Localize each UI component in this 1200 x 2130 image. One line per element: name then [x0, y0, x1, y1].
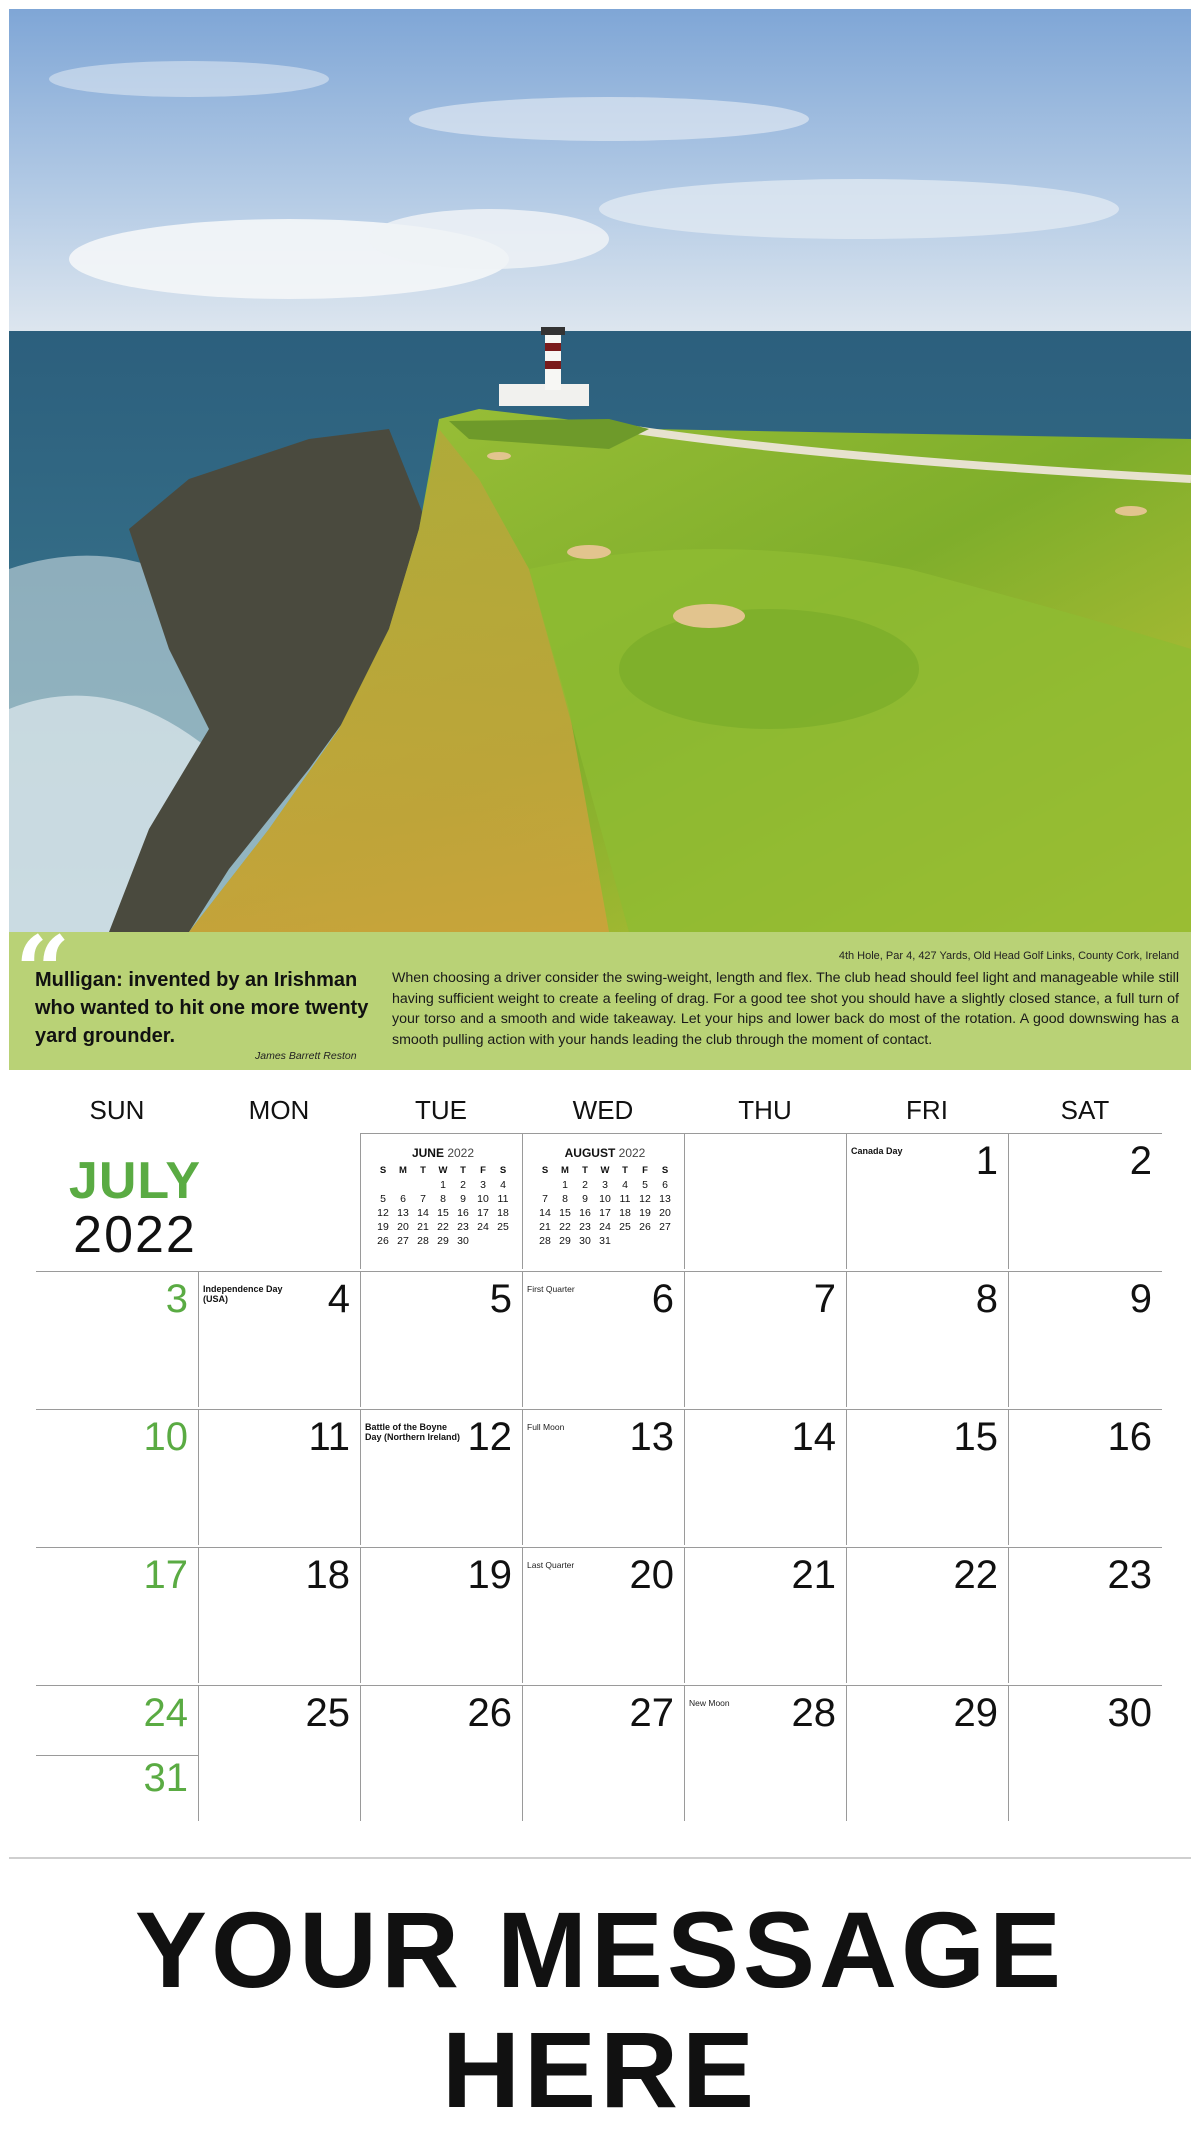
mini-day: 8	[440, 1193, 446, 1205]
day-number: 20	[629, 1553, 674, 1597]
mini-day	[635, 1234, 655, 1248]
mini-day: 30	[579, 1235, 591, 1247]
weekday-thu: THU	[738, 1095, 792, 1125]
day-cell	[36, 1755, 198, 1821]
mini-day	[373, 1178, 393, 1192]
mini-calendar-table	[535, 1164, 675, 1248]
mini-weekday-letter: M	[399, 1165, 407, 1176]
mini-day: 24	[477, 1221, 489, 1233]
mini-calendar-august	[525, 1146, 685, 1248]
mini-day: 18	[497, 1207, 509, 1219]
day-cell	[522, 1685, 684, 1821]
mini-day: 17	[477, 1207, 489, 1219]
mini-day: 15	[437, 1207, 449, 1219]
day-cell	[36, 1547, 198, 1683]
empty-day-cell	[684, 1133, 846, 1269]
mini-day: 28	[539, 1235, 551, 1247]
day-number: 7	[813, 1277, 836, 1321]
mini-weekday-letter: S	[541, 1165, 549, 1176]
mini-day: 28	[417, 1235, 429, 1247]
mini-weekday-letter: T	[622, 1165, 628, 1176]
mini-calendar-month: JUNE	[411, 1146, 444, 1160]
mini-weekday-letter: T	[582, 1165, 588, 1176]
mini-day: 4	[500, 1179, 506, 1191]
custom-message: YOUR MESSAGE HERE	[134, 1889, 1066, 2130]
day-number: 2	[1129, 1139, 1152, 1183]
photo-caption: 4th Hole, Par 4, 427 Yards, Old Head Golf Links, County Cork, Ireland	[838, 950, 1179, 962]
day-number: 17	[143, 1553, 188, 1597]
mini-weekday-letter: F	[480, 1165, 486, 1176]
mini-day: 1	[562, 1179, 568, 1191]
mini-day: 5	[380, 1193, 386, 1205]
mini-day: 11	[497, 1193, 509, 1205]
day-number: 3	[165, 1277, 188, 1321]
mini-day: 16	[579, 1207, 591, 1219]
mini-day: 29	[559, 1235, 571, 1247]
mini-day	[473, 1234, 493, 1248]
mini-day	[393, 1178, 413, 1192]
mini-day: 8	[562, 1193, 568, 1205]
day-cell	[360, 1409, 522, 1545]
mini-day: 2	[460, 1179, 466, 1191]
mini-day: 31	[599, 1235, 611, 1247]
mini-weekday-letter: S	[661, 1165, 669, 1176]
day-number: 5	[489, 1277, 512, 1321]
day-number: 29	[953, 1691, 998, 1735]
day-number: 1	[975, 1139, 998, 1183]
day-cell	[846, 1547, 1008, 1683]
mini-day: 26	[377, 1235, 389, 1247]
day-number: 15	[953, 1415, 998, 1459]
day-cell	[522, 1409, 684, 1545]
day-cell	[1008, 1685, 1162, 1821]
mini-day: 19	[377, 1221, 389, 1233]
mini-weekday-letter: T	[460, 1165, 466, 1176]
mini-day: 3	[602, 1179, 608, 1191]
month-name: JULY	[68, 1152, 202, 1210]
mini-day: 7	[542, 1193, 548, 1205]
mini-calendar-year: 2022	[447, 1146, 475, 1160]
day-number: 18	[305, 1553, 350, 1597]
day-number: 28	[791, 1691, 836, 1735]
day-cell	[846, 1685, 1008, 1821]
weekday-tue: TUE	[415, 1095, 467, 1125]
day-number: 27	[629, 1691, 674, 1735]
day-cell	[1008, 1409, 1162, 1545]
day-number: 4	[327, 1277, 350, 1321]
day-cell	[198, 1409, 360, 1545]
calendar-grid	[36, 1133, 1162, 1821]
mini-weekday-letter: W	[600, 1165, 610, 1176]
mini-weekday-letter: S	[499, 1165, 507, 1176]
day-cell	[846, 1133, 1008, 1269]
mini-day: 27	[659, 1221, 671, 1233]
quote-author: James Barrett Reston	[255, 1050, 357, 1062]
day-cell	[198, 1547, 360, 1683]
day-cell	[522, 1271, 684, 1407]
mini-weekday-letter: T	[420, 1165, 426, 1176]
mini-weekday-letter: M	[561, 1165, 569, 1176]
moon-phase-label: Last Quarter	[527, 1560, 575, 1570]
month-title	[36, 1133, 202, 1269]
day-number: 31	[143, 1756, 188, 1800]
moon-phase-label: Full Moon	[527, 1422, 565, 1432]
day-number: 12	[467, 1415, 512, 1459]
mini-day: 14	[417, 1207, 429, 1219]
mini-calendar-table	[373, 1164, 513, 1248]
day-cell	[360, 1271, 522, 1407]
mini-weekday-letter: S	[379, 1165, 387, 1176]
mini-day: 4	[622, 1179, 628, 1191]
day-number: 25	[305, 1691, 350, 1735]
day-cell	[846, 1409, 1008, 1545]
mini-day: 21	[539, 1221, 551, 1233]
mini-day: 23	[457, 1221, 469, 1233]
day-cell	[522, 1547, 684, 1683]
mini-day: 10	[599, 1193, 611, 1205]
day-number: 13	[629, 1415, 674, 1459]
mini-day: 18	[619, 1207, 631, 1219]
mini-day: 5	[642, 1179, 648, 1191]
weekday-fri: FRI	[906, 1095, 948, 1125]
day-number: 30	[1107, 1691, 1152, 1735]
mini-day: 27	[397, 1235, 409, 1247]
day-number: 11	[308, 1415, 350, 1459]
mini-day: 3	[480, 1179, 486, 1191]
mini-day	[535, 1178, 555, 1192]
holiday-label: Independence Day (USA)	[203, 1284, 283, 1304]
mini-day: 6	[662, 1179, 668, 1191]
mini-day: 10	[477, 1193, 489, 1205]
mini-calendar-month: AUGUST	[564, 1146, 616, 1160]
mini-day: 16	[457, 1207, 469, 1219]
day-number: 19	[467, 1553, 512, 1597]
day-cell	[684, 1409, 846, 1545]
mini-day: 12	[377, 1207, 389, 1219]
mini-day: 25	[619, 1221, 631, 1233]
weekday-sat: SAT	[1060, 1095, 1110, 1125]
mini-day: 7	[420, 1193, 426, 1205]
mini-weekday-letter: W	[438, 1165, 448, 1176]
mini-day	[413, 1178, 433, 1192]
mini-day: 19	[639, 1207, 651, 1219]
weekday-mon: MON	[248, 1095, 310, 1125]
mini-day: 14	[539, 1207, 551, 1219]
day-number: 9	[1129, 1277, 1152, 1321]
day-cell	[198, 1685, 360, 1821]
day-number: 6	[651, 1277, 674, 1321]
mini-calendar-june	[363, 1146, 523, 1248]
holiday-label: Battle of the Boyne Day (Northern Ireland)	[365, 1422, 461, 1442]
day-cell	[1008, 1547, 1162, 1683]
day-cell	[36, 1409, 198, 1545]
day-cell	[360, 1685, 522, 1821]
mini-day: 22	[559, 1221, 571, 1233]
weekday-sun: SUN	[89, 1095, 145, 1125]
mini-day: 13	[397, 1207, 409, 1219]
mini-day	[493, 1234, 513, 1248]
weekday-header	[36, 1087, 1162, 1133]
holiday-label: Canada Day	[851, 1146, 903, 1156]
mini-day: 2	[582, 1179, 588, 1191]
day-number: 21	[791, 1553, 836, 1597]
mini-weekday-letter: F	[642, 1165, 648, 1176]
mini-day: 20	[659, 1207, 671, 1219]
quote-band	[9, 915, 1191, 1070]
day-cell	[684, 1547, 846, 1683]
mini-day: 1	[440, 1179, 446, 1191]
day-cell	[684, 1685, 846, 1821]
mini-day: 9	[582, 1193, 588, 1205]
mini-day: 13	[659, 1193, 671, 1205]
golf-tip-text: When choosing a driver consider the swing-weight, length and flex. The club head should feel light and manageable while still having sufficient weight to create a feeling of drag. For a good tee shot you should have a slightly closed stance, a full turn of your torso and a smooth and wide takeaway. Let your hips and lower back do most of the rotation. A good downswing has a smooth pulling action with your hands leading the club through the moment of contact.	[392, 970, 1179, 1048]
mini-day: 9	[460, 1193, 466, 1205]
day-number: 23	[1107, 1553, 1152, 1597]
mini-day: 21	[417, 1221, 429, 1233]
mini-day: 6	[400, 1193, 406, 1205]
mini-day: 30	[457, 1235, 469, 1247]
mini-day: 22	[437, 1221, 449, 1233]
day-cell	[36, 1271, 198, 1407]
mini-day: 17	[599, 1207, 611, 1219]
quote-text: Mulligan: invented by an Irishman who wanted to hit one more twenty yard grounder.	[35, 969, 369, 1047]
mini-day: 24	[599, 1221, 611, 1233]
moon-phase-label: New Moon	[689, 1698, 730, 1708]
mini-calendar-cell	[360, 1133, 522, 1269]
mini-day	[655, 1234, 675, 1248]
mini-day: 20	[397, 1221, 409, 1233]
day-cell	[684, 1271, 846, 1407]
quote-mark-icon: “	[15, 915, 71, 1028]
day-cell	[360, 1547, 522, 1683]
mini-day: 29	[437, 1235, 449, 1247]
footer-divider	[9, 1857, 1191, 1859]
day-cell	[1008, 1271, 1162, 1407]
day-cell	[36, 1685, 198, 1755]
day-cell	[198, 1271, 360, 1407]
mini-day	[615, 1234, 635, 1248]
golf-course-lighthouse-photo	[9, 9, 1191, 932]
mini-calendar-year: 2022	[618, 1146, 646, 1160]
mini-day: 15	[559, 1207, 571, 1219]
mini-day: 12	[639, 1193, 651, 1205]
mini-day: 26	[639, 1221, 651, 1233]
day-number: 16	[1107, 1415, 1152, 1459]
day-number: 24	[143, 1691, 188, 1735]
day-number: 14	[791, 1415, 836, 1459]
month-year: 2022	[73, 1206, 197, 1264]
day-cell	[846, 1271, 1008, 1407]
moon-phase-label: First Quarter	[527, 1284, 575, 1294]
day-number: 26	[467, 1691, 512, 1735]
mini-calendar-cell	[522, 1133, 684, 1269]
mini-day: 25	[497, 1221, 509, 1233]
day-number: 22	[953, 1553, 998, 1597]
day-number: 10	[143, 1415, 188, 1459]
mini-day: 23	[579, 1221, 591, 1233]
day-cell	[1008, 1133, 1162, 1269]
weekday-wed: WED	[572, 1095, 634, 1125]
day-number: 8	[975, 1277, 998, 1321]
mini-day: 11	[619, 1193, 631, 1205]
